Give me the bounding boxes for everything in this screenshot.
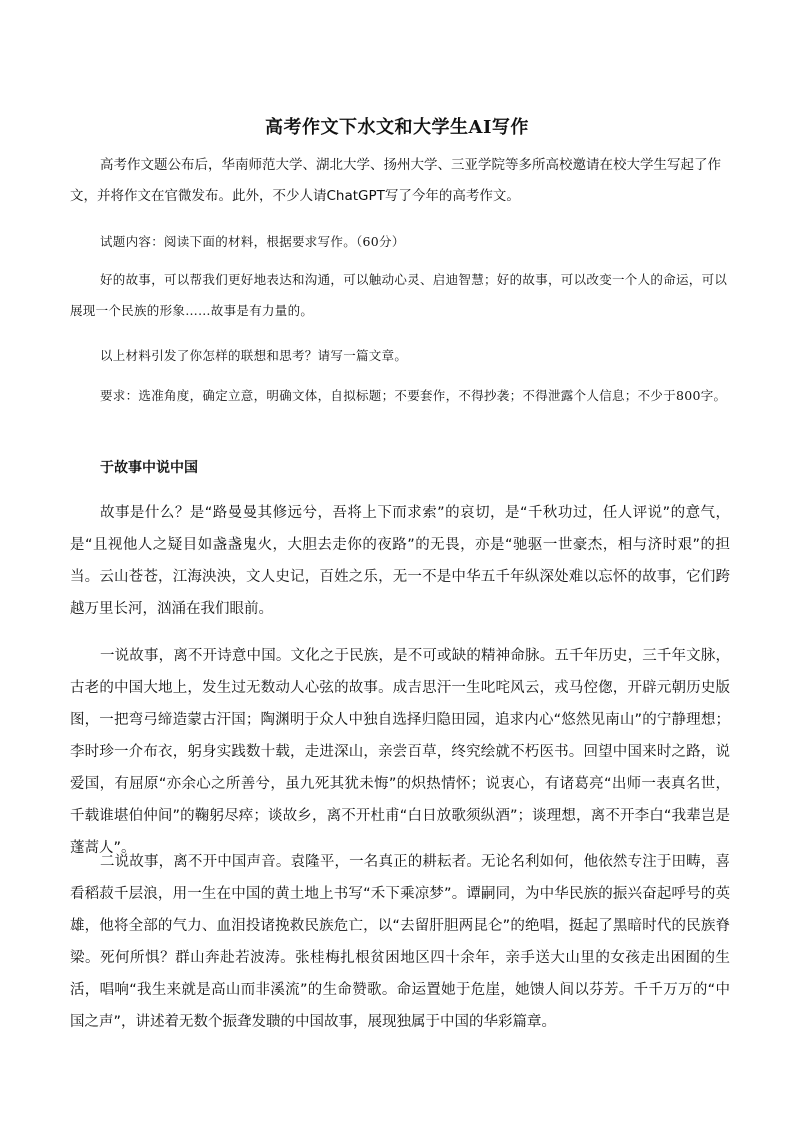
intro-paragraph: 高考作文题公布后，华南师范大学、湖北大学、扬州大学、三亚学院等多所高校邀请在校大学生写起了作文，并将作文在官微发布。此外，不少人请ChatGPT写了今年的高考作文。 [70, 157, 721, 204]
essay-paragraph-3: 二说故事，离不开中国声音。袁隆平，一名真正的耕耘者。无论名利如何，他依然专注于田畴，喜看稻菽千层浪，用一生在中国的黄土地上书写“禾下乘凉梦”。谭嗣同，为中华民族的振兴奋起呼号的英雄，他将全部的气力、血泪投诸挽救民族危亡，以“去留肝胆两昆仑”的绝唱，挺起了黑暗时代的民族脊梁。死何所惧？群山奔赴若波涛。张桂梅扎根贫困地区四十余年，亲手送大山里的女孩走出困囿的生活，唱响“我生来就是高山而非溪流”的生命赞歌。命运置她于危崖，她馈人间以芬芳。千千万万的“中国之声”，讲述着无数个振聋发聩的中国故事，展现独属于中国的华彩篇章。 [70, 854, 730, 1030]
question-heading: 试题内容：阅读下面的材料，根据要求写作。（60分） [100, 234, 405, 249]
essay-paragraph-2: 一说故事，离不开诗意中国。文化之于民族，是不可或缺的精神命脉。五千年历史，三千年文脉，古老的中国大地上，发生过无数动人心弦的故事。成吉思汗一生叱咤风云，戎马倥偬，开辟元朝历史版图，一把弯弓缔造蒙古汗国；陶渊明于众人中独自选择归隐田园，追求内心“悠然见南山”的宁静理想；李时珍一介布衣，躬身实践数十载，走进深山，亲尝百草，终究绘就不朽医书。回望中国来时之路，说爱国，有屈原“亦余心之所善兮，虽九死其犹未悔”的炽热情怀；说衷心，有诸葛亮“出师一表真名世，千载谁堪伯仲间”的鞠躬尽瘁；谈故乡，离不开杜甫“白日放歌须纵酒”；谈理想，离不开李白“我辈岂是蓬蒿人”。 [70, 648, 730, 856]
essay-title: 于故事中说中国 [100, 460, 198, 476]
question-material: 好的故事，可以帮我们更好地表达和沟通，可以触动心灵、启迪智慧；好的故事，可以改变一个人的命运，可以展现一个民族的形象……故事是有力量的。 [70, 272, 728, 318]
essay-paragraph-1: 故事是什么？是“路曼曼其修远兮，吾将上下而求索”的哀切，是“千秋功过，任人评说”的意气，是“且视他人之疑目如盏盏鬼火，大胆去走你的夜路”的无畏，亦是“驰驱一世豪杰，相与济时艰”的担当。云山苍苍，江海泱泱，文人史记，百姓之乐，无一不是中华五千年纵深处难以忘怀的故事，它们跨越万里长河，汹涌在我们眼前。 [70, 505, 730, 617]
question-requirements: 要求：选准角度，确定立意，明确文体，自拟标题；不要套作，不得抄袭；不得泄露个人信息；不少于800字。 [100, 388, 727, 403]
page-title: 高考作文下水文和大学生AI写作 [265, 117, 529, 139]
question-prompt: 以上材料引发了你怎样的联想和思考？请写一篇文章。 [100, 348, 408, 363]
